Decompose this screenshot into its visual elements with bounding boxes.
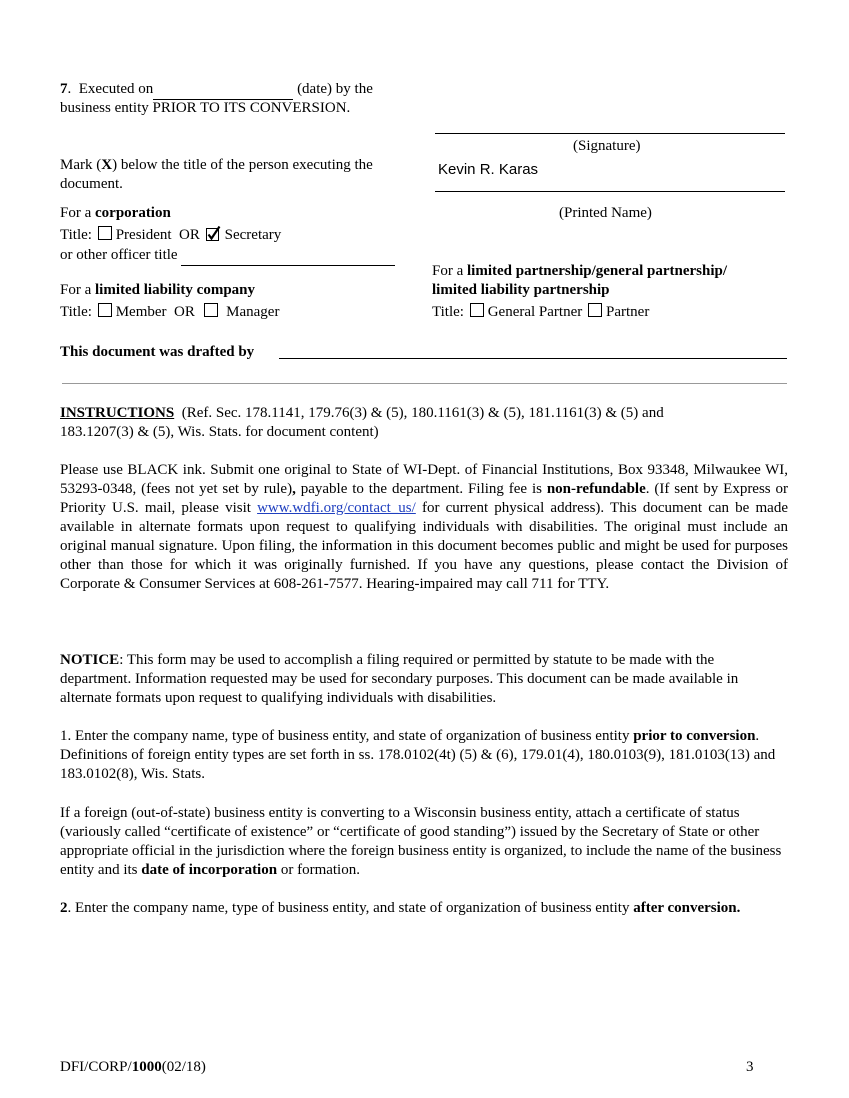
- item-1-paragraph: [60, 727, 788, 784]
- instructions-text-b: payable to the department. Filing fee is: [295, 481, 547, 497]
- notice-paragraph: [60, 651, 788, 708]
- prior-to-conversion: prior to conversion: [633, 728, 756, 744]
- form-number: [60, 1058, 206, 1077]
- general-partner-label: General Partner: [487, 304, 583, 320]
- other-officer-field[interactable]: [181, 246, 395, 266]
- corporation-label: corporation: [95, 205, 171, 221]
- secretary-label: Secretary: [224, 227, 282, 243]
- signature-line[interactable]: [435, 133, 785, 134]
- printed-name-label: (Printed Name): [559, 205, 652, 221]
- manager-checkbox[interactable]: [204, 303, 218, 317]
- title-label: Title:: [432, 304, 464, 320]
- section-7-line1: 7. Executed on (date) by the: [60, 80, 373, 100]
- printed-name-line: [435, 191, 785, 192]
- secretary-checkbox-checked[interactable]: [206, 226, 221, 241]
- form-number-prefix: DFI/CORP/: [60, 1059, 132, 1075]
- item-2-number: 2: [60, 900, 68, 916]
- non-refundable-text: non-refundable: [546, 481, 646, 497]
- mark-text-b: ) below the title of the person executing the: [112, 157, 373, 173]
- date-suffix: (date) by the: [297, 81, 373, 97]
- member-label: Member: [115, 304, 167, 320]
- drafted-by-row: [60, 343, 254, 362]
- item-1-text-b: . Definitions of foreign entity types are set forth in ss. 178.0102(4t) (5) & (6), 179.01(4), 180.0103(9), 181.0103(13) and 183.0102(8), Wis. Stats.: [60, 728, 776, 782]
- partner-label: Partner: [606, 304, 650, 320]
- form-number-bold: 1000: [131, 1059, 162, 1075]
- after-conversion: after conversion.: [633, 900, 741, 916]
- notice-label: NOTICE: [60, 652, 120, 668]
- corporation-title-row: [60, 226, 281, 245]
- foreign-text-a: If a foreign (out-of-state) business entity is converting to a Wisconsin business entity, attach a certificate of status (variously called “certificate of existence” or “certificate of good standing”) issued by the Secretary of State or other appropriate official in the jurisdiction where the foreign business entity is organized, to include the name of the business entity and its: [60, 805, 782, 878]
- partnership-label-2: limited liability partnership: [432, 282, 610, 298]
- other-officer-row: [60, 246, 395, 266]
- signature-label: (Signature): [573, 138, 641, 154]
- executed-date-field[interactable]: [153, 80, 293, 100]
- section-number: 7: [60, 81, 68, 97]
- instructions-text-a: Please use BLACK ink. Submit one original to State of WI-Dept. of Financial Institutions, Box 93348, Milwaukee WI, 53293-0348, (fees not yet set by rule): [60, 462, 788, 497]
- form-number-date: (02/18): [161, 1059, 206, 1075]
- corporation-heading: [60, 204, 171, 223]
- foreign-entity-paragraph: [60, 804, 788, 880]
- date-of-incorporation: date of incorporation: [141, 862, 278, 878]
- partnership-prefix: For a: [432, 263, 464, 279]
- partnership-label-1: limited partnership/general partnership/: [467, 263, 727, 279]
- corporation-prefix: For a: [60, 205, 92, 221]
- or-label: OR: [174, 304, 195, 320]
- instructions-ref: [60, 404, 788, 442]
- llc-prefix: For a: [60, 282, 92, 298]
- mark-x: X: [101, 157, 113, 173]
- president-checkbox[interactable]: [98, 226, 112, 240]
- section-7-line2: business entity PRIOR TO ITS CONVERSION.: [60, 100, 351, 116]
- partner-checkbox[interactable]: [588, 303, 602, 317]
- executed-on-label: Executed on: [78, 81, 154, 97]
- instructions-heading: INSTRUCTIONS: [60, 405, 175, 421]
- notice-text: : This form may be used to accomplish a filing required or permitted by statute to be made with the department. Information requested may be used for secondary purposes. This document can be made available in alternate formats upon request to qualifying individuals with disabilities.: [60, 652, 739, 706]
- instructions-ref-line2: 183.1207(3) & (5), Wis. Stats. for document content): [60, 424, 379, 440]
- foreign-text-b: or formation.: [277, 862, 360, 878]
- president-label: President: [115, 227, 172, 243]
- printed-name-value[interactable]: Kevin R. Karas: [438, 161, 539, 178]
- mark-instruction-line2: document.: [60, 176, 123, 192]
- item-1-text-a: 1. Enter the company name, type of business entity, and state of organization of business entity: [60, 728, 634, 744]
- instructions-text-d: for current physical address). This document can be made available in alternate formats upon request to qualifying individuals with disabilities. The original must include an original manual signature. Upon filing, the information in this document becomes public and might be used for purposes other than those for which it was originally furnished. If you have any questions, please contact the Division of Corporate & Consumer Services at 608-261-7577. Hearing-impaired may call 711 for TTY.: [60, 500, 788, 592]
- instructions-text-c: . (If sent by Express or Priority U.S. mail, please visit: [60, 481, 789, 516]
- partnership-heading-line2: [432, 281, 610, 300]
- llc-label: limited liability company: [95, 282, 256, 298]
- section-divider: [62, 383, 787, 384]
- instructions-comma: ,: [292, 481, 296, 497]
- or-label: OR: [179, 227, 200, 243]
- partnership-heading-line1: [432, 262, 727, 281]
- drafted-by-field[interactable]: [279, 358, 787, 359]
- drafted-by-label: This document was drafted by: [60, 344, 255, 360]
- page-number: 3: [746, 1059, 754, 1075]
- other-officer-label: or other officer title: [60, 247, 178, 263]
- mark-instruction-line1: [60, 156, 373, 175]
- wdfi-contact-link[interactable]: www.wdfi.org/contact_us/: [257, 500, 416, 516]
- general-partner-checkbox[interactable]: [470, 303, 484, 317]
- item-2-text: . Enter the company name, type of business entity, and state of organization of business entity: [67, 900, 634, 916]
- title-label: Title:: [60, 304, 92, 320]
- llc-heading: [60, 281, 255, 300]
- llc-title-row: [60, 303, 279, 322]
- manager-label: Manager: [226, 304, 280, 320]
- item-2-paragraph: [60, 899, 788, 918]
- member-checkbox[interactable]: [98, 303, 112, 317]
- mark-text-a: Mark (: [60, 157, 102, 173]
- title-label: Title:: [60, 227, 92, 243]
- partnership-title-row: [432, 303, 649, 322]
- instructions-ref-line1: (Ref. Sec. 178.1141, 179.76(3) & (5), 180.1161(3) & (5), 181.1161(3) & (5) and: [181, 405, 664, 421]
- instructions-paragraph: [60, 461, 788, 594]
